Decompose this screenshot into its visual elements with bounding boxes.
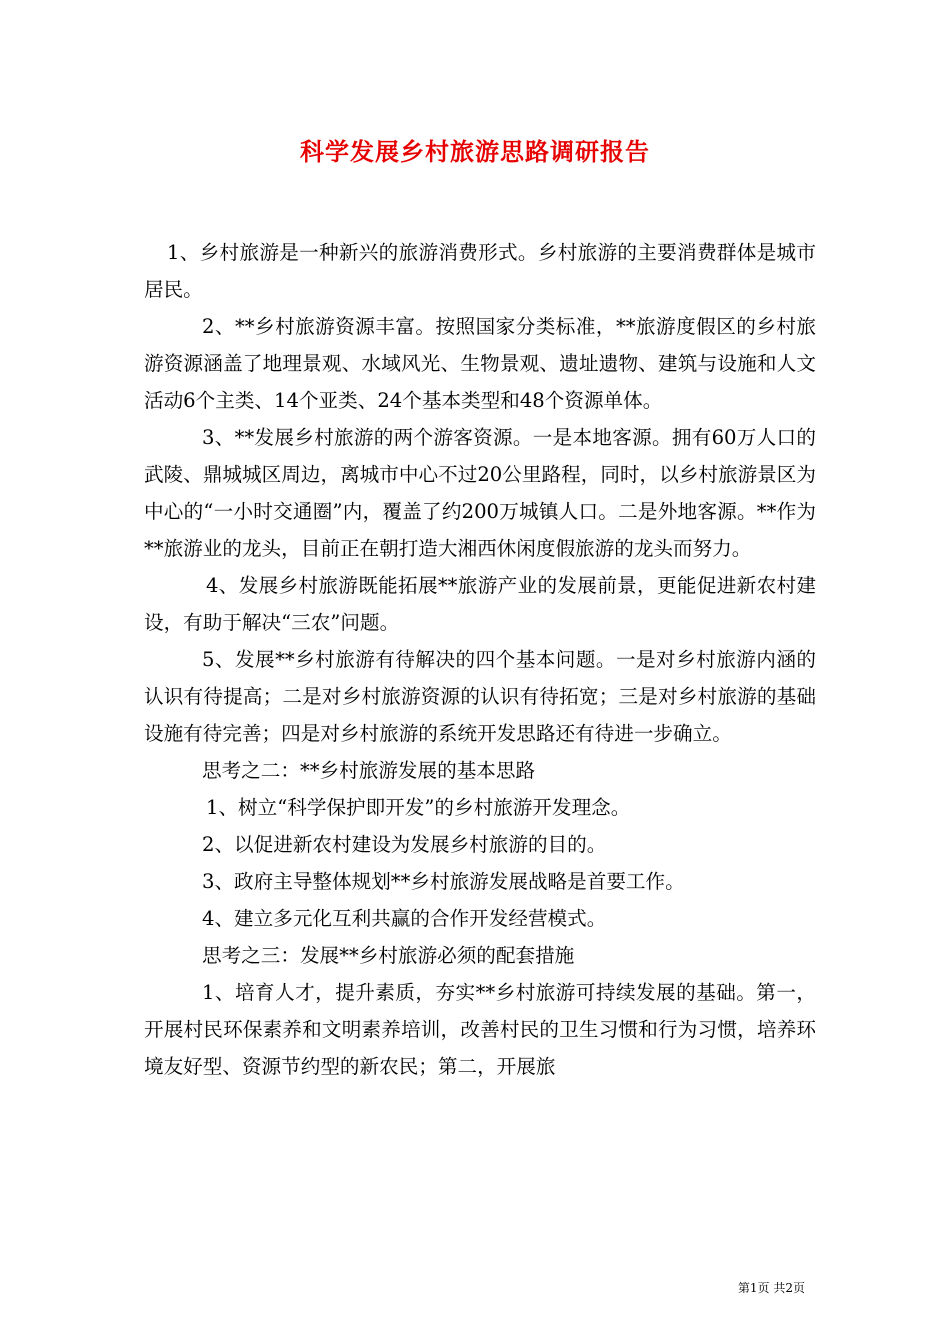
list-item: 2、以促进新农村建设为发展乡村旅游的目的。 — [202, 833, 607, 856]
page-number: 第1页 共2页 — [737, 1281, 805, 1295]
paragraph-3: 3、**发展乡村旅游的两个游客资源。一是本地客源。拥有60万人口的武陵、鼎城城区周边，离城市中心不过20公里路程，同时，以乡村旅游景区为中心的“一小时交通圈”内，覆盖了约200万城镇人口。二是外地客源。**作为**旅游业的龙头，目前正在朝打造大湘西休闲度假旅游的龙头而努力。 — [144, 426, 816, 560]
section-heading-3: 思考之三：发展**乡村旅游必须的配套措施 — [202, 944, 575, 967]
paragraph-measures-1: 1、培育人才，提升素质，夯实**乡村旅游可持续发展的基础。第一，开展村民环保素养和文明素养培训，改善村民的卫生习惯和行为习惯，培养环境友好型、资源节约型的新农民；第二，开展旅 — [144, 981, 816, 1078]
paragraph-5: 5、发展**乡村旅游有待解决的四个基本问题。一是对乡村旅游内涵的认识有待提高；二是对乡村旅游资源的认识有待拓宽；三是对乡村旅游的基础设施有待完善；四是对乡村旅游的系统开发思路还有待进一步确立。 — [144, 648, 816, 745]
paragraph-4: 4、发展乡村旅游既能拓展**旅游产业的发展前景，更能促进新农村建设，有助于解决“三农”问题。 — [144, 574, 816, 634]
paragraph-1: 1、乡村旅游是一种新兴的旅游消费形式。乡村旅游的主要消费群体是城市居民。 — [144, 241, 816, 301]
section-heading-2: 思考之二：**乡村旅游发展的基本思路 — [202, 759, 536, 782]
document-title: 科学发展乡村旅游思路调研报告 — [300, 137, 650, 166]
list-item: 4、建立多元化互利共赢的合作开发经营模式。 — [202, 907, 607, 930]
list-item: 3、政府主导整体规划**乡村旅游发展战略是首要工作。 — [202, 870, 685, 893]
document-body — [144, 234, 816, 1085]
paragraph-2: 2、**乡村旅游资源丰富。按照国家分类标准，**旅游度假区的乡村旅游资源涵盖了地理景观、水域风光、生物景观、遗址遗物、建筑与设施和人文活动6个主类、14个亚类、24个基本类型和48个资源单体。 — [144, 315, 816, 412]
list-item: 1、树立“科学保护即开发”的乡村旅游开发理念。 — [206, 796, 631, 819]
